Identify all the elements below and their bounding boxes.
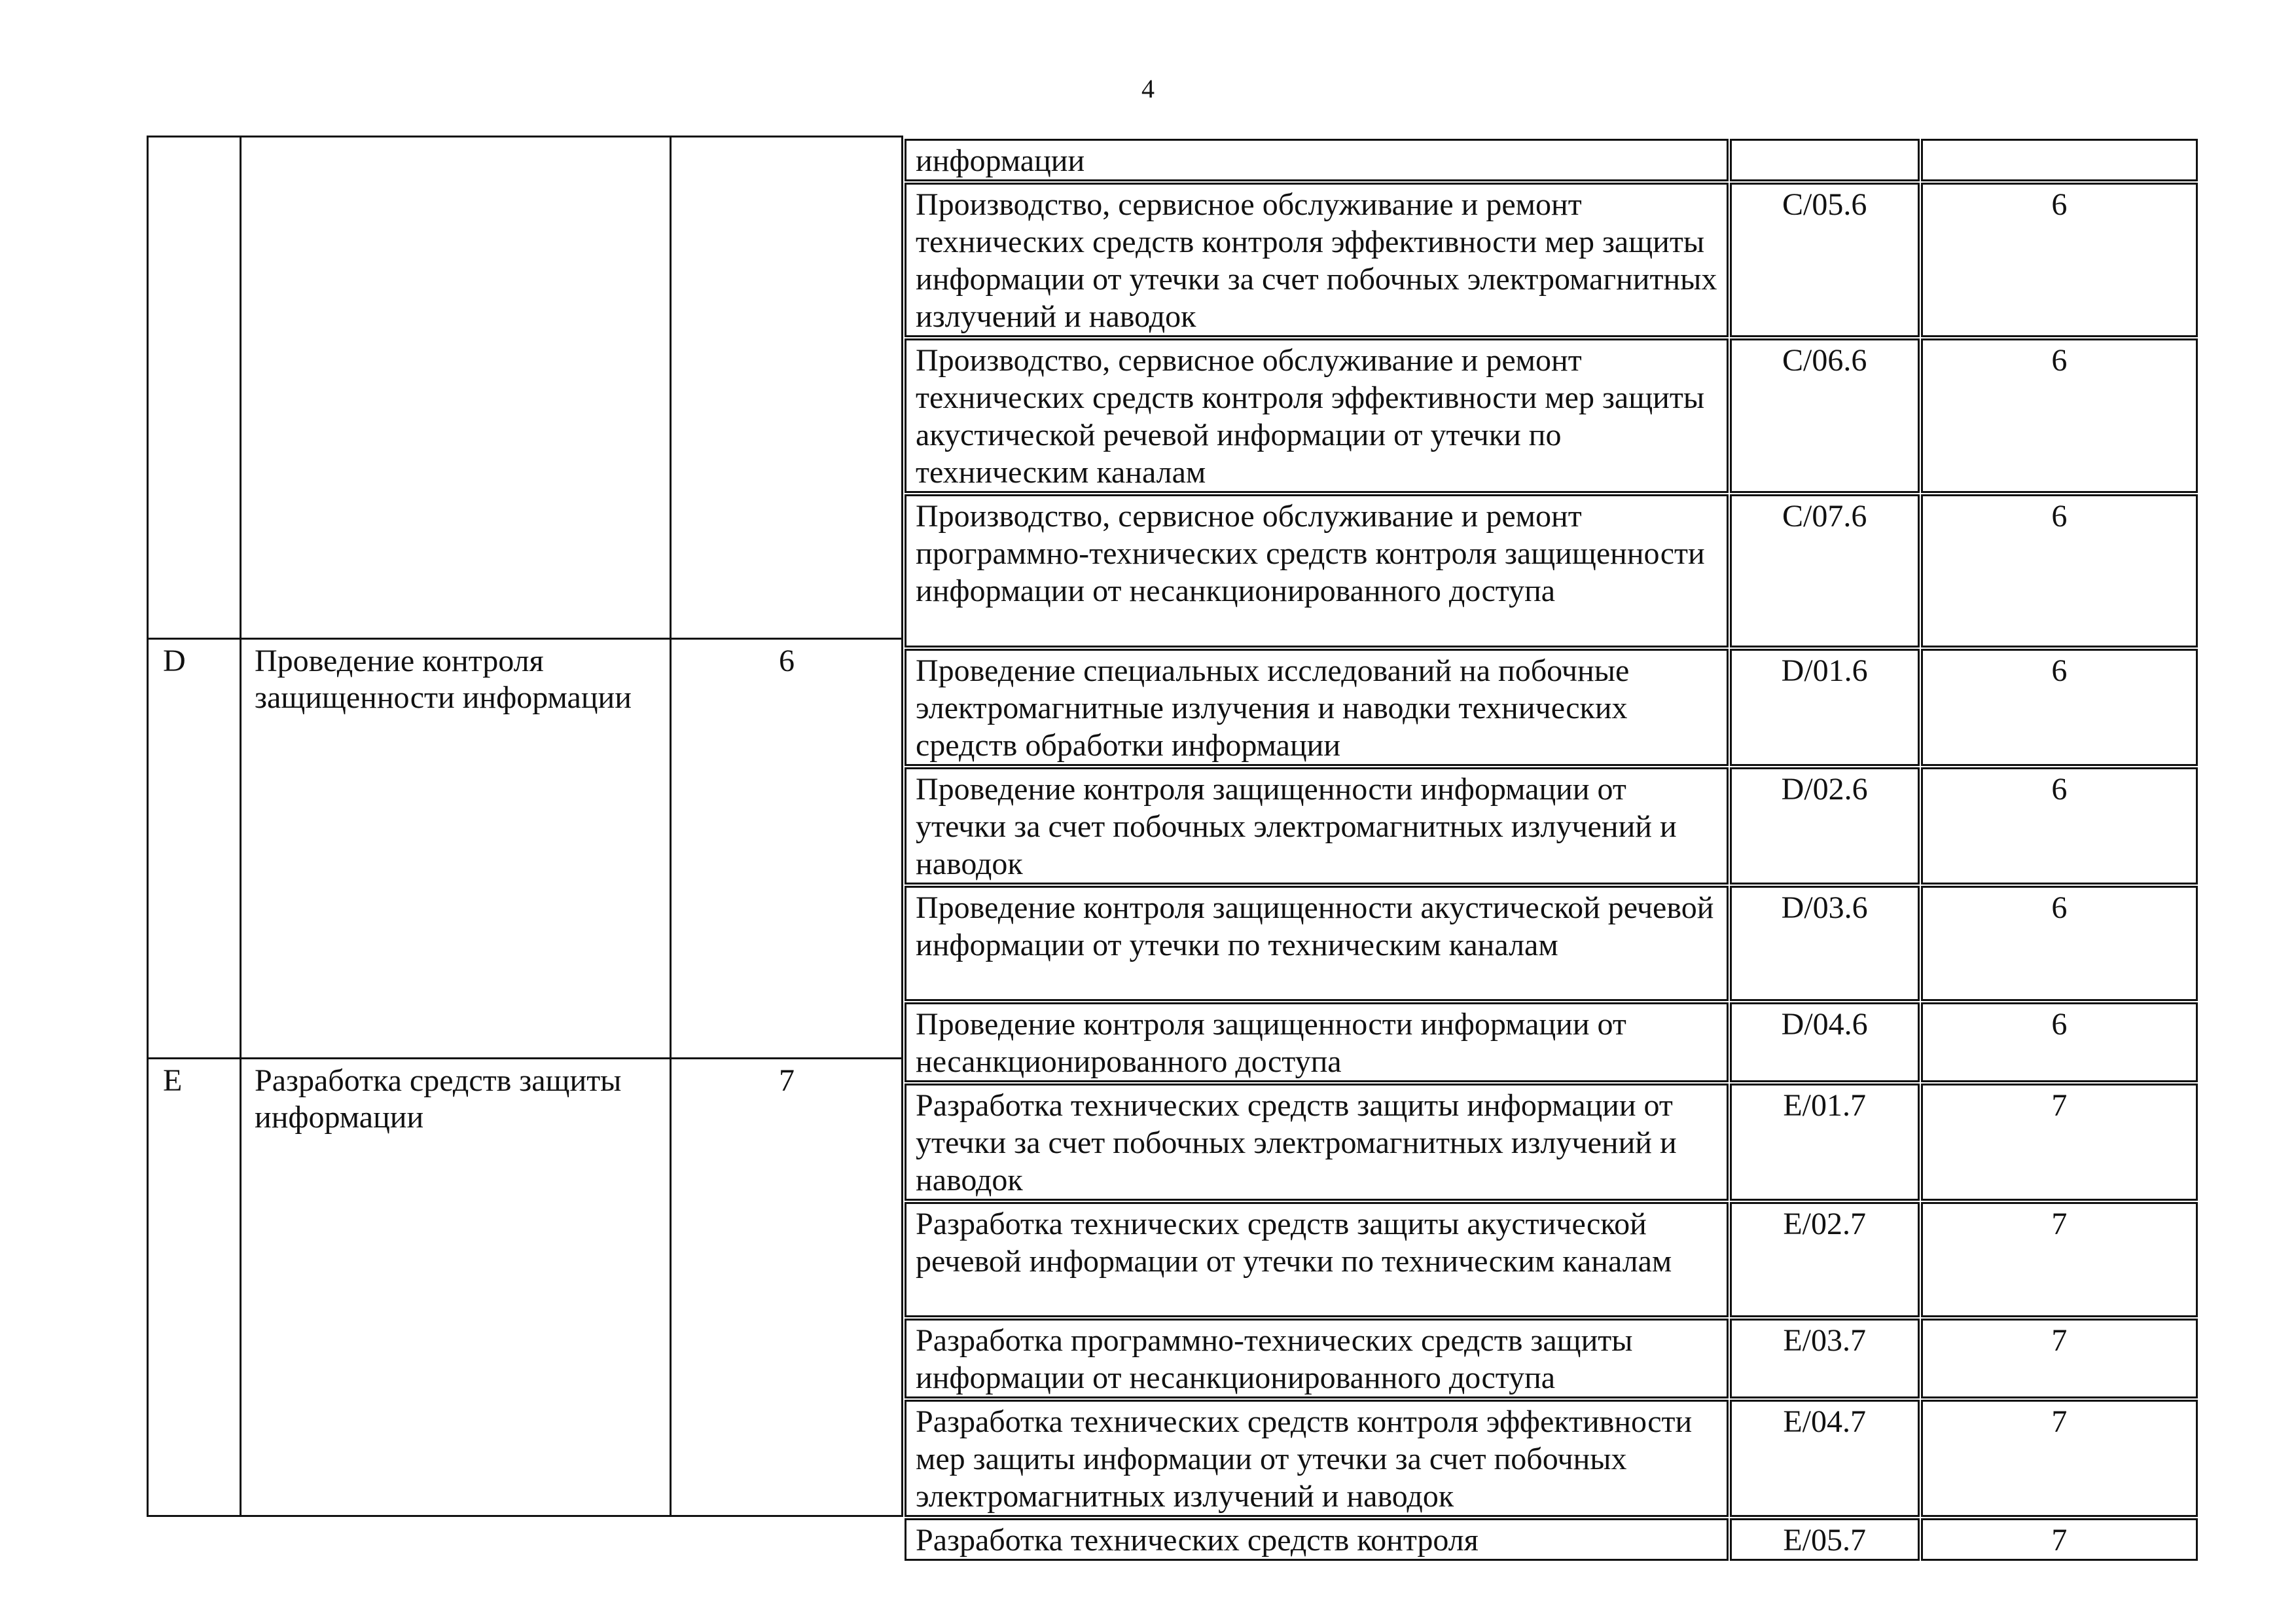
function-code: D/04.6	[1730, 1002, 1920, 1082]
function-name: Разработка технических средств контроля	[905, 1518, 1729, 1561]
table-row	[905, 1202, 2198, 1317]
table-row	[905, 1400, 2198, 1517]
table-row	[905, 183, 2198, 337]
function-level: 6	[1921, 767, 2198, 884]
function-level: 7	[1921, 1400, 2198, 1517]
group-d-name: Проведение контроля защищенности информации	[255, 644, 632, 715]
function-level	[1921, 139, 2198, 181]
table-row	[905, 1084, 2198, 1201]
function-code: C/06.6	[1730, 338, 1920, 493]
function-code: E/03.7	[1730, 1319, 1920, 1398]
function-name: Производство, сервисное обслуживание и ремонт технических средств контроля эффективности мер защиты акустической речевой информации от утечки по техническим каналам	[905, 338, 1729, 493]
table-row	[905, 1319, 2198, 1398]
group-d-letter: D	[163, 644, 186, 678]
function-level: 6	[1921, 494, 2198, 647]
function-level: 6	[1921, 183, 2198, 337]
function-code: D/01.6	[1730, 649, 1920, 766]
table-row	[905, 494, 2198, 647]
group-e-name: Разработка средств защиты информации	[255, 1063, 622, 1135]
function-level: 7	[1921, 1202, 2198, 1317]
function-name: Проведение контроля защищенности информации от утечки за счет побочных электромагнитных излучений и наводок	[905, 767, 1729, 884]
function-name: Производство, сервисное обслуживание и ремонт технических средств контроля эффективности мер защиты информации от утечки за счет побочных электромагнитных излучений и наводок	[905, 183, 1729, 337]
function-level: 6	[1921, 649, 2198, 766]
function-code: E/05.7	[1730, 1518, 1920, 1561]
function-level: 7	[1921, 1319, 2198, 1398]
function-name: Проведение контроля защищенности акустической речевой информации от утечки по техническим каналам	[905, 886, 1729, 1001]
function-name: Разработка технических средств защиты акустической речевой информации от утечки по техническим каналам	[905, 1202, 1729, 1317]
function-level: 6	[1921, 338, 2198, 493]
table-row	[905, 767, 2198, 884]
function-code: E/02.7	[1730, 1202, 1920, 1317]
function-code: D/02.6	[1730, 767, 1920, 884]
function-name: Производство, сервисное обслуживание и ремонт программно-технических средств контроля защищенности информации от несанкционированного доступа	[905, 494, 1729, 647]
function-code: C/05.6	[1730, 183, 1920, 337]
labor-functions-table	[903, 137, 2199, 1562]
function-name: Разработка технических средств контроля эффективности мер защиты информации от утечки за счет побочных электромагнитных излучений и наводок	[905, 1400, 1729, 1517]
group-e-letter: E	[163, 1063, 183, 1098]
table-row	[905, 139, 2198, 181]
function-name: Разработка программно-технических средств защиты информации от несанкционированного доступа	[905, 1319, 1729, 1398]
function-code: D/03.6	[1730, 886, 1920, 1001]
function-code	[1730, 139, 1920, 181]
table-row	[905, 1002, 2198, 1082]
group-divider	[149, 1057, 901, 1059]
column-divider	[240, 137, 242, 1515]
function-name: информации	[905, 139, 1729, 181]
page-number: 4	[1141, 74, 1155, 103]
table-row	[905, 649, 2198, 766]
group-e-level: 7	[779, 1063, 795, 1098]
column-divider	[670, 137, 672, 1515]
function-level: 7	[1921, 1084, 2198, 1201]
function-name: Разработка технических средств защиты информации от утечки за счет побочных электромагнитных излучений и наводок	[905, 1084, 1729, 1201]
function-code: E/01.7	[1730, 1084, 1920, 1201]
group-divider	[149, 638, 901, 640]
function-level: 6	[1921, 1002, 2198, 1082]
table-row	[905, 338, 2198, 493]
function-name: Проведение контроля защищенности информации от несанкционированного доступа	[905, 1002, 1729, 1082]
group-columns	[147, 136, 903, 1517]
function-level: 6	[1921, 886, 2198, 1001]
table-row	[905, 1518, 2198, 1561]
table-row	[905, 886, 2198, 1001]
function-level: 7	[1921, 1518, 2198, 1561]
function-code: C/07.6	[1730, 494, 1920, 647]
function-name: Проведение специальных исследований на побочные электромагнитные излучения и наводки технических средств обработки информации	[905, 649, 1729, 766]
function-code: E/04.7	[1730, 1400, 1920, 1517]
group-d-level: 6	[779, 644, 795, 678]
